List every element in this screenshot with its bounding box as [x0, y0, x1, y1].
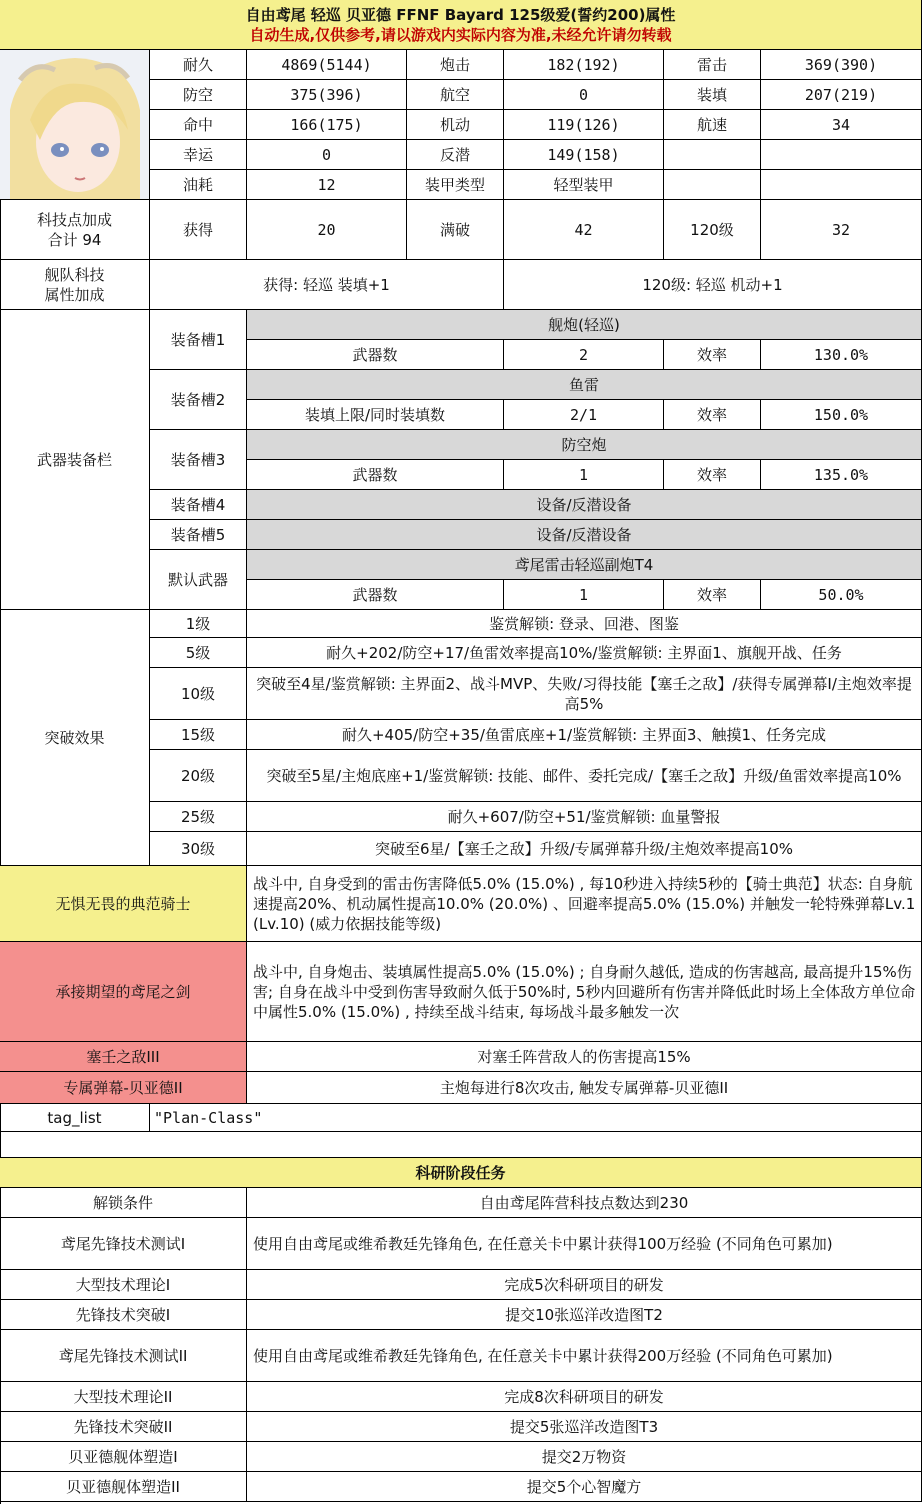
- breakthrough-level: 15级: [150, 720, 247, 750]
- weapon-slot1-type: 舰炮(轻巡): [247, 310, 922, 340]
- stat-value: 34: [761, 110, 922, 140]
- stat-label: 雷击: [664, 50, 761, 80]
- fleet-tech-label-1: 舰队科技: [44, 265, 105, 284]
- fleet-tech-120: 120级: 轻巡 机动+1: [504, 260, 922, 310]
- weapon-slot1-label: 装备槽1: [150, 310, 247, 370]
- stat-label: 幸运: [150, 140, 247, 170]
- stat-label: 反潜: [407, 140, 504, 170]
- tech-points-label: [0, 200, 150, 260]
- weapon-slot3-eff-value: 135.0%: [761, 460, 922, 490]
- stat-value: 207(219): [761, 80, 922, 110]
- weapon-slot3-value: 1: [504, 460, 664, 490]
- stat-label: 装甲类型: [407, 170, 504, 200]
- research-task-desc: 使用自由鸢尾或维希教廷先锋角色, 在任意关卡中累计获得200万经验 (不同角色可累加): [247, 1330, 922, 1382]
- page-title: 自由鸢尾 轻巡 贝亚德 FFNF Bayard 125级爱(誓约200)属性: [245, 5, 676, 24]
- weapon-slot3-eff-key: 效率: [664, 460, 761, 490]
- portrait-image: [0, 50, 150, 200]
- weapon-slot3-key: 武器数: [247, 460, 504, 490]
- breakthrough-text: 耐久+607/防空+51/鉴赏解锁: 血量警报: [247, 802, 922, 832]
- research-task-desc: 提交5个心智魔方: [247, 1472, 922, 1502]
- tech-points-label-2: 合计 94: [47, 230, 102, 249]
- research-task-name: 大型技术理论II: [0, 1382, 247, 1412]
- tech-c1: 获得: [150, 200, 247, 260]
- weapon-slot1-eff-key: 效率: [664, 340, 761, 370]
- research-task-desc: 完成8次科研项目的研发: [247, 1382, 922, 1412]
- research-task-desc: 完成5次科研项目的研发: [247, 1270, 922, 1300]
- tech-v3: 32: [761, 200, 922, 260]
- breakthrough-text: 突破至5星/主炮底座+1/鉴赏解锁: 技能、邮件、委托完成/【塞壬之敌】升级/鱼雷效率提高10%: [247, 750, 922, 802]
- breakthrough-section-label: 突破效果: [0, 610, 150, 866]
- stat-label: [664, 170, 761, 200]
- stat-value: 166(175): [247, 110, 407, 140]
- character-portrait: [0, 50, 150, 200]
- stat-value: 375(396): [247, 80, 407, 110]
- weapon-default-value: 1: [504, 580, 664, 610]
- weapon-slot4-type: 设备/反潜设备: [247, 490, 922, 520]
- stat-value: 119(126): [504, 110, 664, 140]
- tech-c2: 满破: [407, 200, 504, 260]
- weapon-slot4-label: 装备槽4: [150, 490, 247, 520]
- stat-value: 0: [247, 140, 407, 170]
- tech-points-label-1: 科技点加成: [36, 210, 112, 229]
- breakthrough-level: 20级: [150, 750, 247, 802]
- research-task-name: 鸢尾先锋技术测试I: [0, 1218, 247, 1270]
- weapon-slot5-type: 设备/反潜设备: [247, 520, 922, 550]
- research-task-desc: 提交2万物资: [247, 1442, 922, 1472]
- weapon-slot5-label: 装备槽5: [150, 520, 247, 550]
- breakthrough-text: 耐久+202/防空+17/鱼雷效率提高10%/鉴赏解锁: 主界面1、旗舰开战、任务: [247, 638, 922, 668]
- weapon-slot3-label: 装备槽3: [150, 430, 247, 490]
- weapon-slot2-type: 鱼雷: [247, 370, 922, 400]
- tag-list-label: tag_list: [0, 1104, 150, 1132]
- research-task-desc: 提交10张巡洋改造图T2: [247, 1300, 922, 1330]
- weapon-slot3-type: 防空炮: [247, 430, 922, 460]
- stat-label: 油耗: [150, 170, 247, 200]
- spacer-row: [0, 1132, 922, 1158]
- weapon-default-eff-value: 50.0%: [761, 580, 922, 610]
- stat-value: 4869(5144): [247, 50, 407, 80]
- stat-value: 0: [504, 80, 664, 110]
- tag-list-value: "Plan-Class": [150, 1104, 922, 1132]
- fleet-tech-label: [0, 260, 150, 310]
- weapon-slot2-key: 装填上限/同时装填数: [247, 400, 504, 430]
- research-task-name: 先锋技术突破II: [0, 1412, 247, 1442]
- breakthrough-level: 5级: [150, 638, 247, 668]
- stat-label: 命中: [150, 110, 247, 140]
- stat-value: 369(390): [761, 50, 922, 80]
- skill-description: 对塞壬阵营敌人的伤害提高15%: [247, 1042, 922, 1072]
- stat-value: 182(192): [504, 50, 664, 80]
- research-task-desc: 使用自由鸢尾或维希教廷先锋角色, 在任意关卡中累计获得100万经验 (不同角色可累加): [247, 1218, 922, 1270]
- header: [0, 0, 922, 50]
- skill-description: 战斗中, 自身受到的雷击伤害降低5.0% (15.0%) , 每10秒进入持续5秒的【骑士典范】状态: 自身航速提高20%、机动属性提高10.0% (20.0%) 、回避率提高5.0% (15.0%) 并触发一轮特殊弹幕Lv.1 (Lv.10) (威力依据技能等级): [247, 866, 922, 942]
- tech-v1: 20: [247, 200, 407, 260]
- research-task-name: 大型技术理论I: [0, 1270, 247, 1300]
- weapon-slot2-label: 装备槽2: [150, 370, 247, 430]
- weapon-slot2-value: 2/1: [504, 400, 664, 430]
- skill-description: 主炮每进行8次攻击, 触发专属弹幕-贝亚德II: [247, 1072, 922, 1104]
- weapon-slot1-value: 2: [504, 340, 664, 370]
- fleet-tech-obtain: 获得: 轻巡 装填+1: [150, 260, 504, 310]
- tech-c3: 120级: [664, 200, 761, 260]
- stat-label: [664, 140, 761, 170]
- skill-description: 战斗中, 自身炮击、装填属性提高5.0% (15.0%) ; 自身耐久越低, 造成的伤害越高, 最高提升15%伤害; 自身在战斗中受到伤害导致耐久低于50%时, 5秒内回避所有伤害并降低此时场上全体敌方单位命中属性5.0% (15.0%) , 持续至战斗结束, 每场战斗最多触发一次: [247, 942, 922, 1042]
- stat-value: 12: [247, 170, 407, 200]
- research-task-name: 解锁条件: [0, 1188, 247, 1218]
- breakthrough-text: 耐久+405/防空+35/鱼雷底座+1/鉴赏解锁: 主界面3、触摸1、任务完成: [247, 720, 922, 750]
- breakthrough-text: 鉴赏解锁: 登录、回港、图鉴: [247, 610, 922, 638]
- research-task-desc: 提交5张巡洋改造图T3: [247, 1412, 922, 1442]
- skill-name: 专属弹幕-贝亚德II: [0, 1072, 247, 1104]
- research-task-name: 贝亚德舰体塑造II: [0, 1472, 247, 1502]
- weapon-default-type: 鸢尾雷击轻巡副炮T4: [247, 550, 922, 580]
- stat-label: 耐久: [150, 50, 247, 80]
- stat-value: 轻型装甲: [504, 170, 664, 200]
- breakthrough-level: 30级: [150, 832, 247, 866]
- stat-label: 防空: [150, 80, 247, 110]
- weapon-slot2-eff-value: 150.0%: [761, 400, 922, 430]
- weapon-default-eff-key: 效率: [664, 580, 761, 610]
- breakthrough-level: 1级: [150, 610, 247, 638]
- stat-value: [761, 140, 922, 170]
- breakthrough-text: 突破至4星/鉴赏解锁: 主界面2、战斗MVP、失败/习得技能【塞壬之敌】/获得专属弹幕I/主炮效率提高5%: [247, 668, 922, 720]
- stat-label: 航空: [407, 80, 504, 110]
- stat-label: 机动: [407, 110, 504, 140]
- research-title: 科研阶段任务: [0, 1158, 922, 1188]
- skill-name: 承接期望的鸢尾之剑: [0, 942, 247, 1042]
- stat-label: 炮击: [407, 50, 504, 80]
- research-task-name: 先锋技术突破I: [0, 1300, 247, 1330]
- breakthrough-text: 突破至6星/【塞壬之敌】升级/专属弹幕升级/主炮效率提高10%: [247, 832, 922, 866]
- research-task-name: 贝亚德舰体塑造I: [0, 1442, 247, 1472]
- stat-value: [761, 170, 922, 200]
- weapons-section-label: 武器装备栏: [0, 310, 150, 610]
- tech-v2: 42: [504, 200, 664, 260]
- breakthrough-level: 25级: [150, 802, 247, 832]
- weapon-default-label: 默认武器: [150, 550, 247, 610]
- weapon-slot1-key: 武器数: [247, 340, 504, 370]
- weapon-slot2-eff-key: 效率: [664, 400, 761, 430]
- stat-label: 装填: [664, 80, 761, 110]
- research-task-name: 鸢尾先锋技术测试II: [0, 1330, 247, 1382]
- stat-value: 149(158): [504, 140, 664, 170]
- skill-name: 塞壬之敌III: [0, 1042, 247, 1072]
- fleet-tech-label-2: 属性加成: [44, 285, 105, 304]
- stat-label: 航速: [664, 110, 761, 140]
- weapon-slot1-eff-value: 130.0%: [761, 340, 922, 370]
- research-task-desc: 自由鸢尾阵营科技点数达到230: [247, 1188, 922, 1218]
- weapon-default-key: 武器数: [247, 580, 504, 610]
- skill-name: 无惧无畏的典范骑士: [0, 866, 247, 942]
- breakthrough-level: 10级: [150, 668, 247, 720]
- page-subtitle: 自动生成,仅供参考,请以游戏内实际内容为准,未经允许请勿转载: [249, 25, 672, 44]
